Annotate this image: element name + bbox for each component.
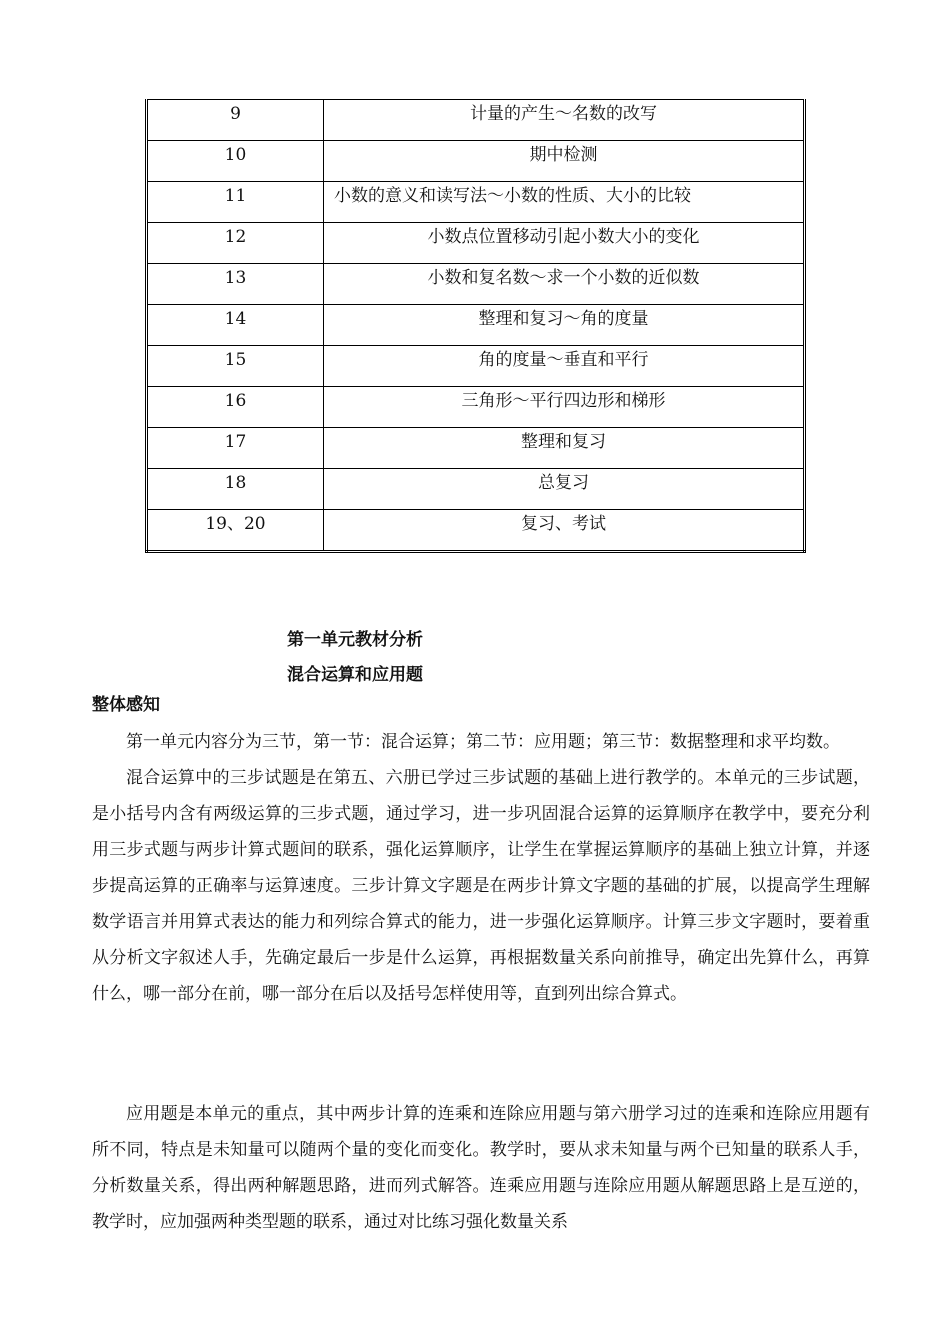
week-cell: 19、20 bbox=[147, 510, 324, 552]
section-heading: 整体感知 bbox=[92, 695, 160, 715]
week-cell: 11 bbox=[147, 182, 324, 223]
week-cell: 10 bbox=[147, 141, 324, 182]
content-cell: 小数和复名数～求一个小数的近似数 bbox=[324, 264, 805, 305]
table-row bbox=[147, 510, 805, 552]
content-cell: 计量的产生～名数的改写 bbox=[324, 100, 805, 141]
content-cell: 复习、考试 bbox=[324, 510, 805, 552]
week-cell: 16 bbox=[147, 387, 324, 428]
week-cell: 15 bbox=[147, 346, 324, 387]
body-text-continued bbox=[92, 1096, 870, 1240]
page-subtitle: 混合运算和应用题 bbox=[287, 665, 423, 685]
content-cell: 三角形～平行四边形和梯形 bbox=[324, 387, 805, 428]
content-cell: 角的度量～垂直和平行 bbox=[324, 346, 805, 387]
table-row bbox=[147, 346, 805, 387]
week-cell: 17 bbox=[147, 428, 324, 469]
table-row bbox=[147, 305, 805, 346]
table-row bbox=[147, 428, 805, 469]
table-row bbox=[147, 387, 805, 428]
content-cell: 小数的意义和读写法～小数的性质、大小的比较 bbox=[324, 182, 805, 223]
table-row bbox=[147, 223, 805, 264]
table-row bbox=[147, 182, 805, 223]
table-row bbox=[147, 264, 805, 305]
week-cell: 14 bbox=[147, 305, 324, 346]
week-cell: 9 bbox=[147, 100, 324, 141]
schedule-table bbox=[145, 99, 806, 553]
content-cell: 总复习 bbox=[324, 469, 805, 510]
paragraph: 混合运算中的三步试题是在第五、六册已学过三步试题的基础上进行教学的。本单元的三步试题，是小括号内含有两级运算的三步式题，通过学习，进一步巩固混合运算的运算顺序在教学中，要充分利用三步式题与两步计算式题间的联系，强化运算顺序，让学生在掌握运算顺序的基础上独立计算，并逐步提高运算的正确率与运算速度。三步计算文字题是在两步计算文字题的基础的扩展，以提高学生理解数学语言并用算式表达的能力和列综合算式的能力，进一步强化运算顺序。计算三步文字题时，要着重从分析文字叙述人手，先确定最后一步是什么运算，再根据数量关系向前推导，确定出先算什么，再算什么，哪一部分在前，哪一部分在后以及括号怎样使用等，直到列出综合算式。 bbox=[92, 768, 870, 1004]
content-cell: 整理和复习～角的度量 bbox=[324, 305, 805, 346]
week-cell: 13 bbox=[147, 264, 324, 305]
body-text bbox=[92, 724, 870, 1012]
paragraph: 应用题是本单元的重点，其中两步计算的连乘和连除应用题与第六册学习过的连乘和连除应用题有所不同，特点是未知量可以随两个量的变化而变化。教学时，要从求未知量与两个已知量的联系人手，分析数量关系，得出两种解题思路，进而列式解答。连乘应用题与连除应用题从解题思路上是互逆的，教学时，应加强两种类型题的联系，通过对比练习强化数量关系 bbox=[92, 1104, 870, 1232]
content-cell: 期中检测 bbox=[324, 141, 805, 182]
content-cell: 小数点位置移动引起小数大小的变化 bbox=[324, 223, 805, 264]
week-cell: 18 bbox=[147, 469, 324, 510]
table-row bbox=[147, 100, 805, 141]
week-cell: 12 bbox=[147, 223, 324, 264]
paragraph: 第一单元内容分为三节，第一节：混合运算；第二节：应用题；第三节：数据整理和求平均数。 bbox=[126, 732, 840, 752]
table-row bbox=[147, 469, 805, 510]
content-cell: 整理和复习 bbox=[324, 428, 805, 469]
page-title: 第一单元教材分析 bbox=[287, 630, 423, 650]
table-row bbox=[147, 141, 805, 182]
